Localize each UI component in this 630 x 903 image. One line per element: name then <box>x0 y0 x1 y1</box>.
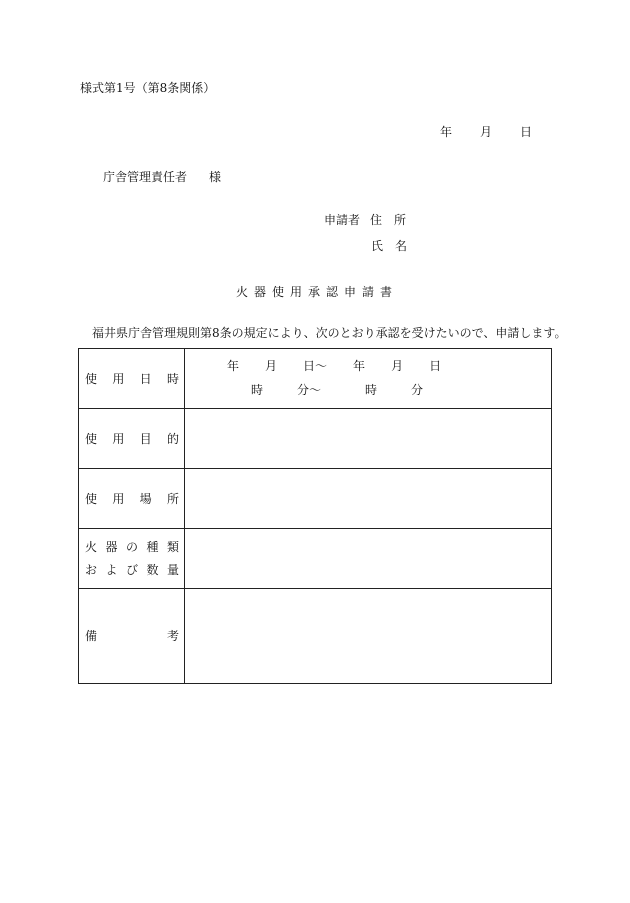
dt-year-end: 年 <box>353 359 366 373</box>
addressee-honorific: 様 <box>209 170 222 184</box>
row-purpose <box>79 409 552 469</box>
application-table <box>78 348 552 684</box>
dt-month-end: 月 <box>391 359 404 373</box>
field-place[interactable] <box>185 469 552 529</box>
label-char: 所 <box>166 491 179 506</box>
dt-day-end: 日 <box>429 359 442 373</box>
label-char: 用 <box>112 371 125 386</box>
document-title: 火器使用承認申請書 <box>236 285 399 299</box>
label-place <box>79 469 185 529</box>
label-char: 火 <box>85 540 98 554</box>
label-char: 備 <box>85 629 98 643</box>
label-char: 使 <box>85 431 98 446</box>
date-day: 日 <box>520 125 533 139</box>
row-remarks <box>79 589 552 684</box>
label-char: 使 <box>85 491 98 506</box>
label-char: 使 <box>85 371 98 386</box>
label-remarks <box>79 589 185 684</box>
label-char: 日 <box>139 371 152 386</box>
date-line <box>440 125 532 139</box>
label-purpose <box>79 409 185 469</box>
label-usage-datetime <box>79 349 185 409</box>
datetime-line2 <box>251 383 423 397</box>
label-char: 時 <box>166 371 179 386</box>
dt-year-start: 年 <box>227 359 240 373</box>
label-char: 目 <box>139 431 152 446</box>
addressee <box>103 170 221 184</box>
address-label: 住 所 <box>370 213 407 227</box>
intro-text: 福井県庁舎管理規則第8条の規定により、次のとおり承認を受けたいので、申請します。 <box>92 326 567 340</box>
label-char: の <box>125 540 138 554</box>
addressee-title: 庁舎管理責任者 <box>103 170 188 184</box>
dt-hour-end: 時 <box>365 383 378 397</box>
label-char: び <box>125 563 138 577</box>
label-char: 用 <box>112 431 125 446</box>
field-remarks[interactable] <box>185 589 552 684</box>
label-char: 考 <box>166 629 179 643</box>
applicant-address <box>324 213 406 227</box>
label-char: 種 <box>146 540 159 554</box>
label-char: 的 <box>166 431 179 446</box>
applicant-name: 氏 名 <box>371 239 408 253</box>
dt-minute-end: 分 <box>411 383 424 397</box>
label-char: 類 <box>166 540 179 554</box>
dt-minute-start: 分〜 <box>297 383 322 397</box>
label-char: 量 <box>166 563 179 577</box>
field-fire-types[interactable] <box>185 529 552 589</box>
field-purpose[interactable] <box>185 409 552 469</box>
label-char: 用 <box>112 491 125 506</box>
form-number: 様式第1号（第8条関係） <box>80 81 216 95</box>
label-char: よ <box>105 563 118 577</box>
label-char: お <box>85 563 98 577</box>
row-place <box>79 469 552 529</box>
date-year: 年 <box>440 125 453 139</box>
label-char: 器 <box>105 540 118 554</box>
dt-day-start: 日〜 <box>303 359 328 373</box>
datetime-line1 <box>227 359 441 373</box>
date-month: 月 <box>480 125 493 139</box>
field-usage-datetime[interactable] <box>185 349 552 409</box>
label-fire-types <box>79 529 185 589</box>
dt-hour-start: 時 <box>251 383 264 397</box>
label-char: 場 <box>139 491 152 506</box>
applicant-label: 申請者 <box>324 213 361 227</box>
label-char: 数 <box>146 563 159 577</box>
dt-month-start: 月 <box>265 359 278 373</box>
row-usage-datetime <box>79 349 552 409</box>
row-fire-types <box>79 529 552 589</box>
